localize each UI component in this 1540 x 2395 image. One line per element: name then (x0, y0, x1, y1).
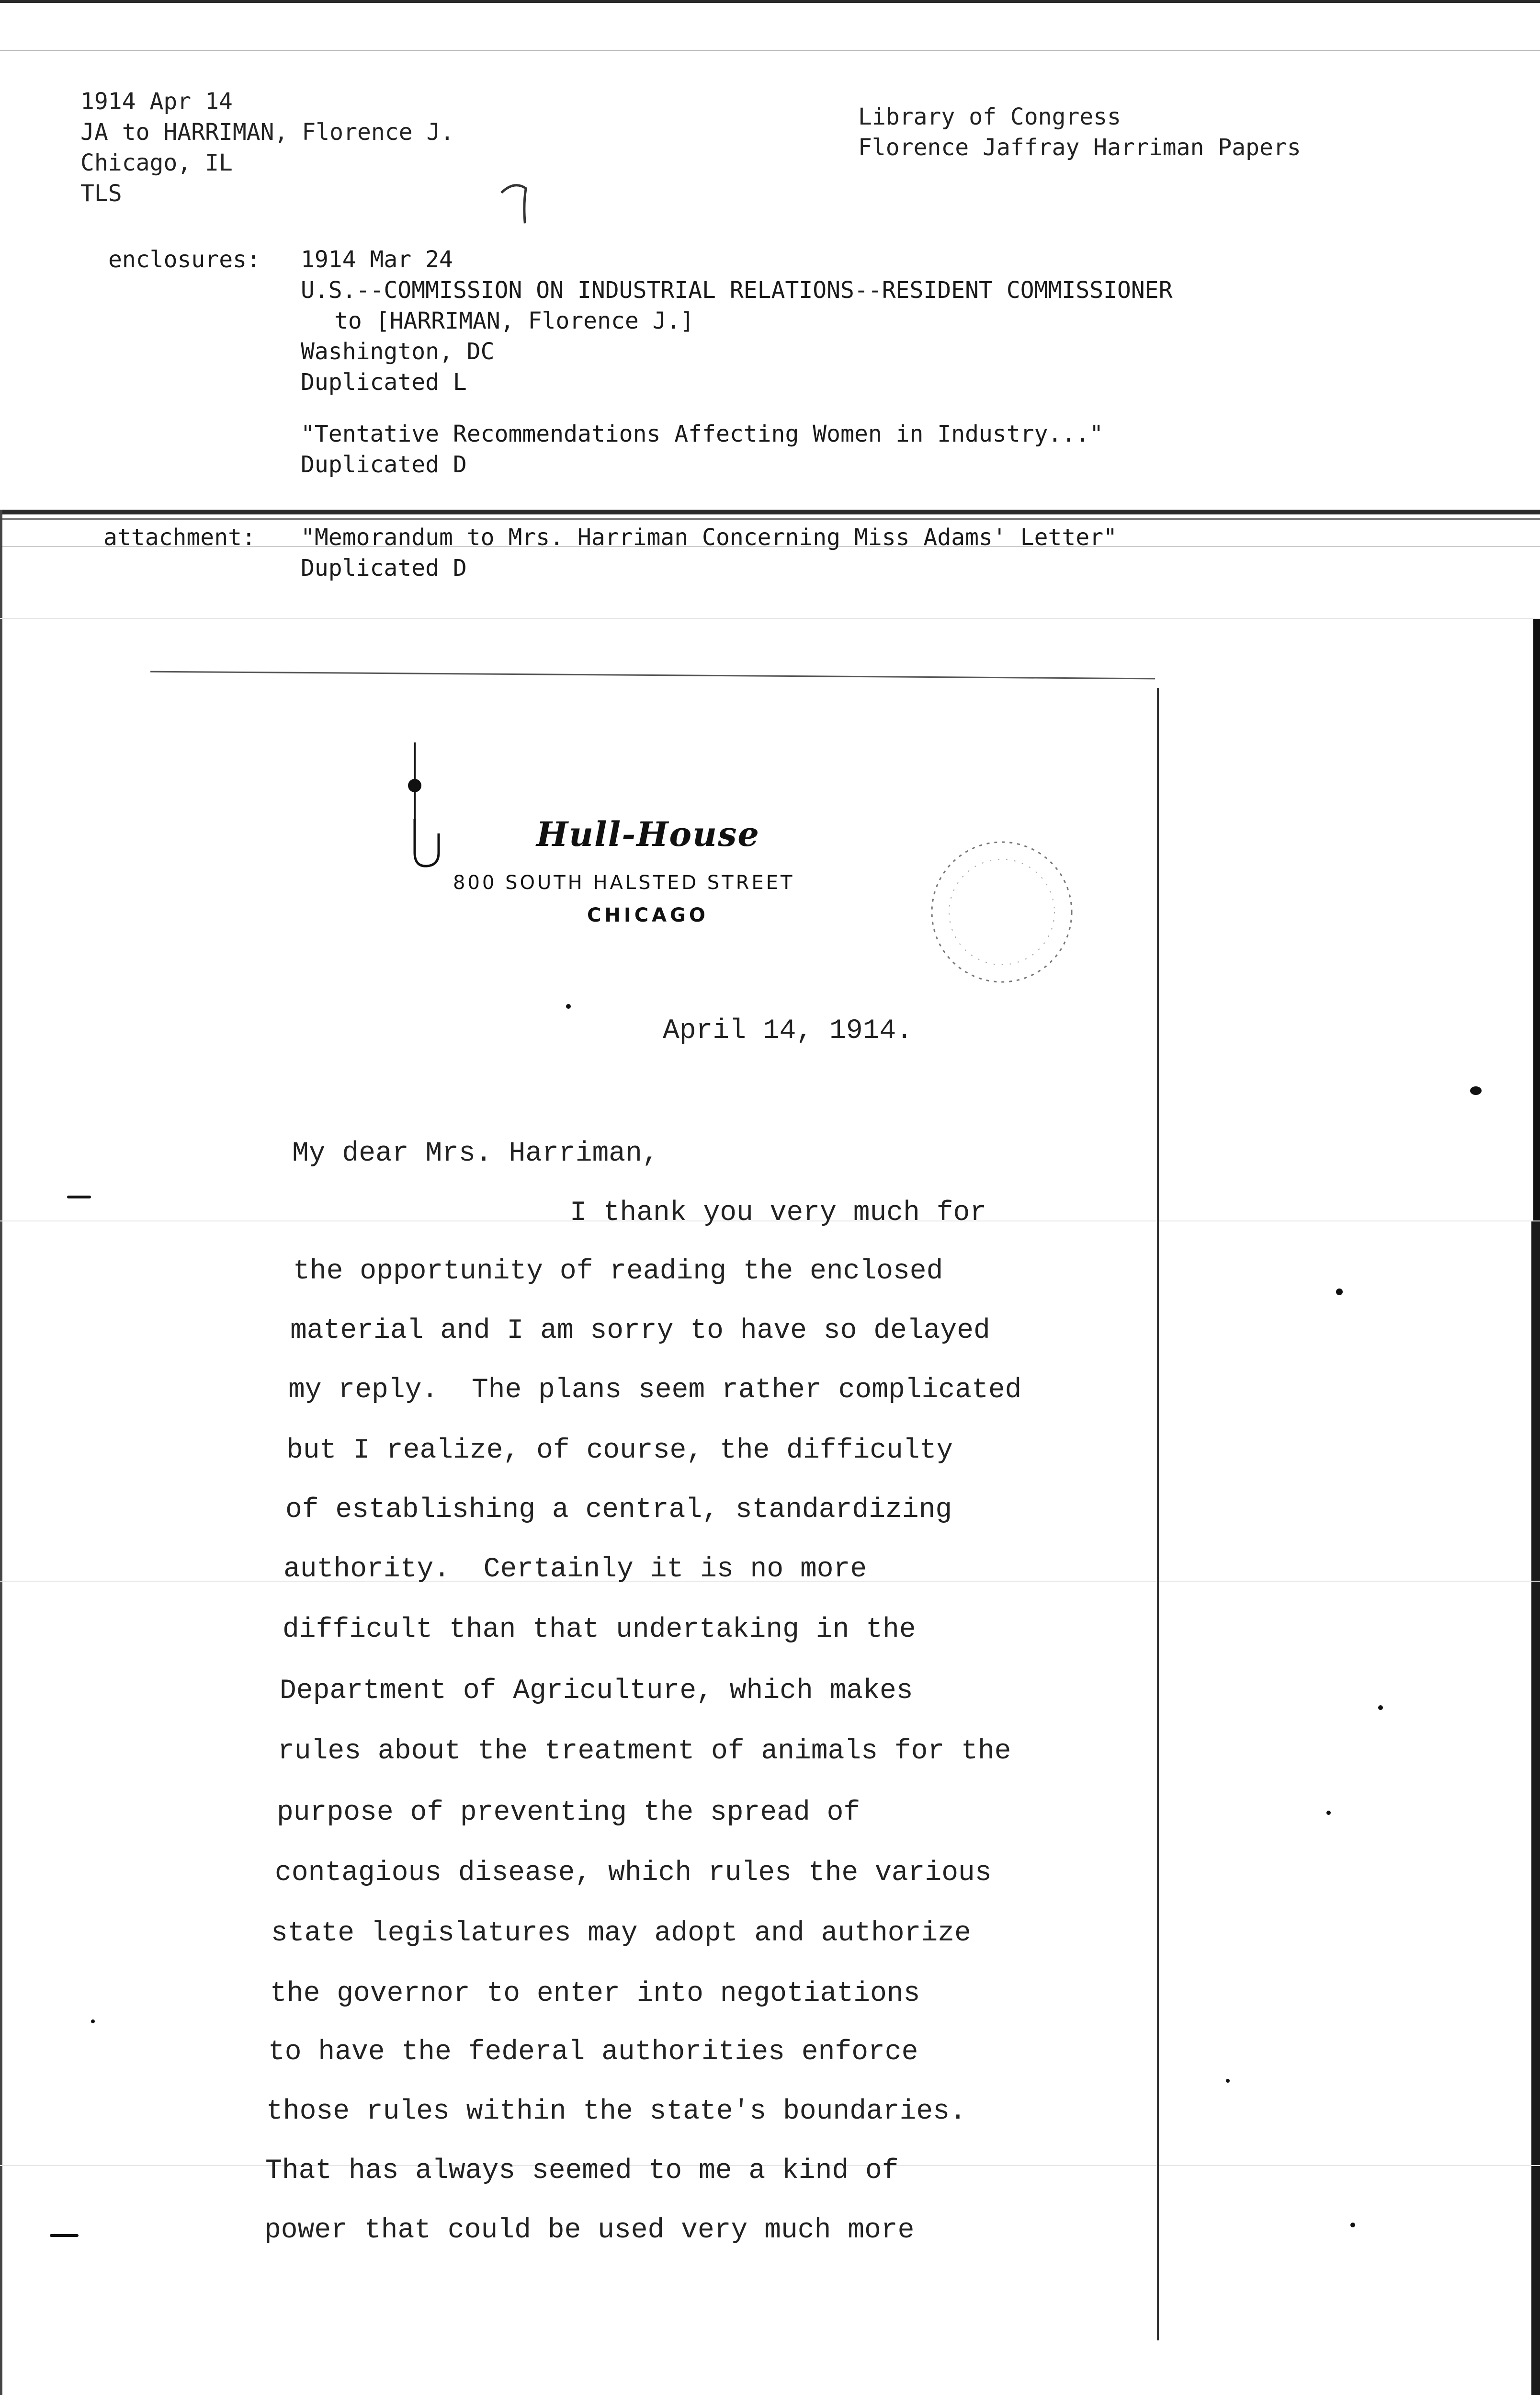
enclosure-place: Washington, DC (301, 338, 495, 365)
film-edge-lower (1531, 1221, 1540, 2395)
enclosure-format: Duplicated L (301, 369, 467, 396)
letter-line: but I realize, of course, the difficulty (286, 1435, 953, 1466)
film-speck (1470, 1086, 1482, 1095)
letter-line: the governor to enter into negotiations (270, 1978, 920, 2009)
attachment-block (301, 522, 1117, 583)
catalog-date: 1914 Apr 14 (80, 88, 233, 115)
enclosure-source: U.S.--COMMISSION ON INDUSTRIAL RELATIONS--RESIDENT COMMISSIONER (301, 277, 1173, 304)
film-speck (566, 1004, 571, 1009)
enclosure-title: "Tentative Recommendations Affecting Women in Industry..." (301, 421, 1104, 447)
letter-line: difficult than that undertaking in the (283, 1614, 916, 1645)
letterhead-ornament-icon (400, 738, 443, 881)
catalog-left-block (80, 86, 454, 209)
frame-rule-divider-thin (0, 518, 1540, 520)
film-speck (1226, 2079, 1230, 2083)
frame-rule-top (0, 0, 1540, 3)
frame-rule-top-faint (0, 50, 1540, 51)
letter-line: That has always seemed to me a kind of (265, 2156, 899, 2187)
attachment-label: attachment: (103, 524, 256, 551)
letter-line: rules about the treatment of animals for the (278, 1736, 1011, 1767)
film-edge-upper (1533, 618, 1540, 1221)
letter-line: I thank you very much for (570, 1198, 987, 1229)
letterhead-street: 800 SOUTH HALSTED STREET (453, 872, 795, 894)
letter-line: my reply. The plans seem rather complicated (288, 1375, 1022, 1406)
letter-line: the opportunity of reading the enclosed (293, 1256, 943, 1287)
letter-line: purpose of preventing the spread of (277, 1797, 861, 1828)
letter-page-top-edge (150, 671, 1155, 680)
film-edge-left (0, 510, 2, 2395)
enclosures-label: enclosures: (108, 246, 260, 273)
catalog-place: Chicago, IL (80, 149, 233, 176)
enclosure-title-format: Duplicated D (301, 451, 467, 478)
film-speck (1326, 1811, 1331, 1815)
catalog-format: TLS (80, 180, 122, 207)
letter-line: contagious disease, which rules the various (275, 1858, 992, 1889)
letter-date: April 14, 1914. (663, 1015, 913, 1047)
film-speck (91, 2019, 95, 2023)
attachment-title: "Memorandum to Mrs. Harriman Concerning Miss Adams' Letter" (301, 524, 1118, 551)
letter-salutation: My dear Mrs. Harriman, (292, 1138, 659, 1169)
letterhead-title: Hull-House (536, 814, 760, 854)
catalog-right-block (858, 102, 1301, 163)
letter-line: those rules within the state's boundaries. (266, 2096, 966, 2127)
letter-line: Department of Agriculture, which makes (280, 1676, 913, 1707)
frame-rule-divider (0, 510, 1540, 514)
handwritten-check-mark (495, 172, 554, 231)
letter-line: material and I am sorry to have so delayed (290, 1315, 990, 1346)
catalog-repository: Library of Congress (858, 103, 1121, 130)
catalog-collection: Florence Jaffray Harriman Papers (858, 134, 1301, 161)
letterhead-city: CHICAGO (587, 904, 709, 926)
scan-line (0, 618, 1540, 619)
film-speck (50, 2234, 79, 2237)
enclosure-recipient: to [HARRIMAN, Florence J.] (334, 308, 694, 334)
letter-line: power that could be used very much more (264, 2215, 915, 2246)
embossed-seal-stamp (927, 837, 1076, 987)
catalog-correspondents: JA to HARRIMAN, Florence J. (80, 119, 454, 146)
letter-line: of establishing a central, standardizing (285, 1494, 952, 1526)
letter-page-right-edge (1157, 688, 1159, 2340)
enclosure-date: 1914 Mar 24 (301, 246, 453, 273)
film-speck (1336, 1289, 1343, 1295)
letter-line: authority. Certainly it is no more (283, 1554, 867, 1585)
attachment-format: Duplicated D (301, 555, 467, 582)
film-speck (67, 1196, 91, 1198)
enclosures-block (301, 244, 1173, 480)
letter-line: to have the federal authorities enforce (268, 2037, 918, 2068)
film-speck (1378, 1705, 1383, 1710)
film-speck (1350, 2223, 1355, 2227)
letter-line: state legislatures may adopt and authorize (271, 1918, 971, 1949)
